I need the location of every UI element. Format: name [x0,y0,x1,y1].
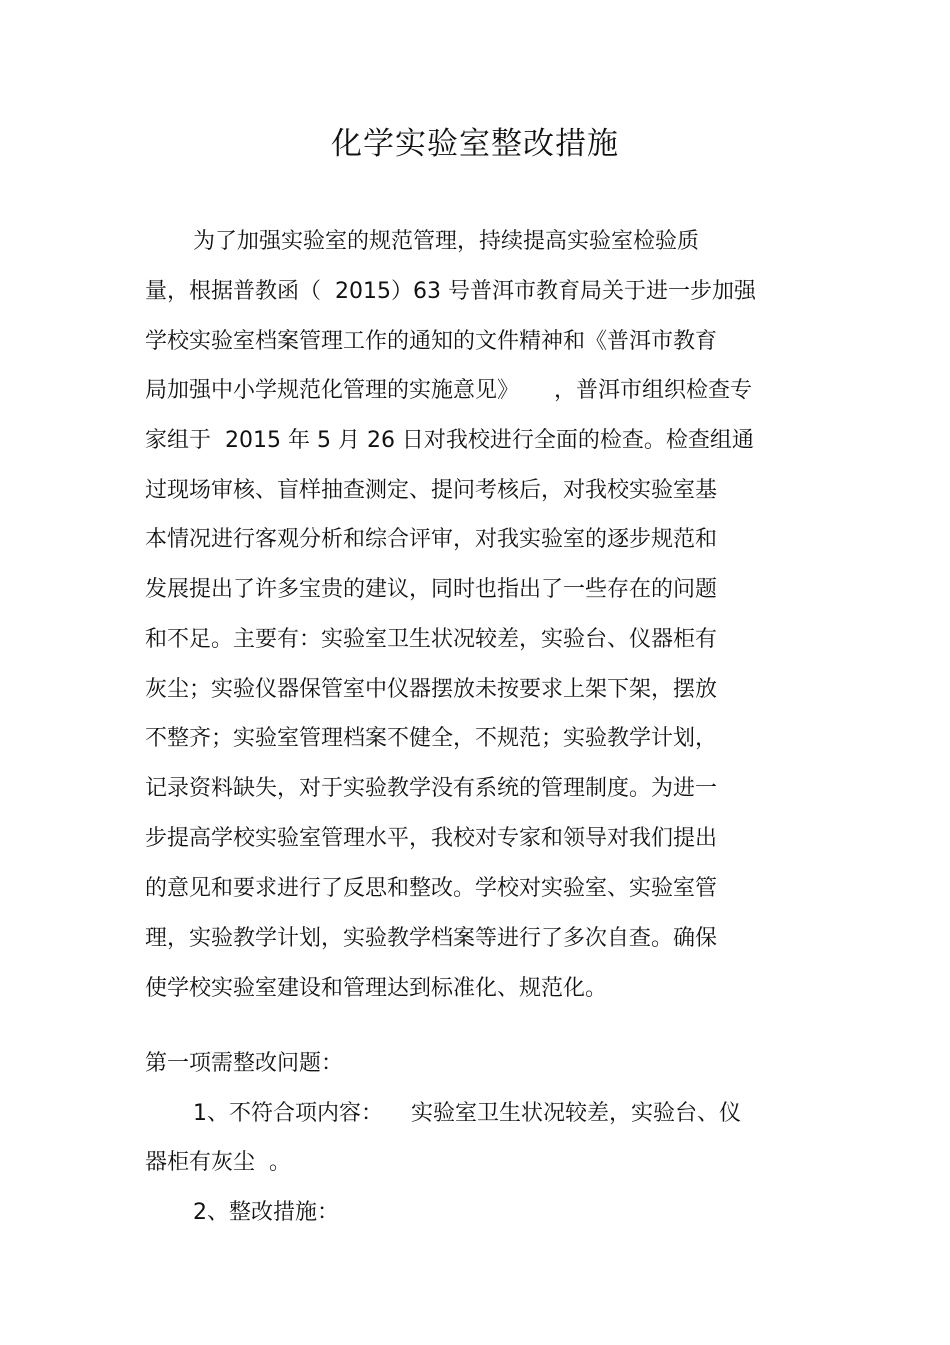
section-heading: 第一项需整改问题： [145,1051,344,1076]
intro-line-16: 使学校实验室建设和管理达到标准化、规范化。 [145,976,608,1001]
intro-line-2: 量，根据普教函（ 2015）63 号普洱市教育局关于进一步加强 [145,279,756,304]
item1-line-1: 1、不符合项内容： 实验室卫生状况较差，实验台、仪 [193,1101,741,1126]
intro-line-14: 的意见和要求进行了反思和整改。学校对实验室、实验室管 [145,876,718,901]
intro-line-4: 局加强中小学规范化管理的实施意见》 ，普洱市组织检查专 [145,378,752,403]
intro-line-5: 家组于 2015 年 5 月 26 日对我校进行全面的检查。检查组通 [145,428,754,453]
intro-line-11: 不整齐；实验室管理档案不健全，不规范；实验教学计划， [145,726,718,751]
intro-line-8: 发展提出了许多宝贵的建议，同时也指出了一些存在的问题 [145,577,718,602]
intro-line-3: 学校实验室档案管理工作的通知的文件精神和《普洱市教育 [145,329,718,354]
intro-line-6: 过现场审核、盲样抽查测定、提问考核后，对我校实验室基 [145,478,718,503]
item2-line: 2、整改措施： [193,1200,339,1225]
intro-line-12: 记录资料缺失，对于实验教学没有系统的管理制度。为进一 [145,776,718,801]
intro-line-13: 步提高学校实验室管理水平，我校对专家和领导对我们提出 [145,826,718,851]
intro-line-9: 和不足。主要有：实验室卫生状况较差，实验台、仪器柜有 [145,627,718,652]
item1-line-2: 器柜有灰尘 。 [145,1150,291,1175]
intro-line-7: 本情况进行客观分析和综合评审，对我实验室的逐步规范和 [145,527,718,552]
intro-line-1: 为了加强实验室的规范管理，持续提高实验室检验质 [193,229,700,254]
intro-line-15: 理，实验教学计划，实验教学档案等进行了多次自查。确保 [145,926,718,951]
document-title: 化学实验室整改措施 [331,126,619,162]
intro-line-10: 灰尘；实验仪器保管室中仪器摆放未按要求上架下架，摆放 [145,677,718,702]
